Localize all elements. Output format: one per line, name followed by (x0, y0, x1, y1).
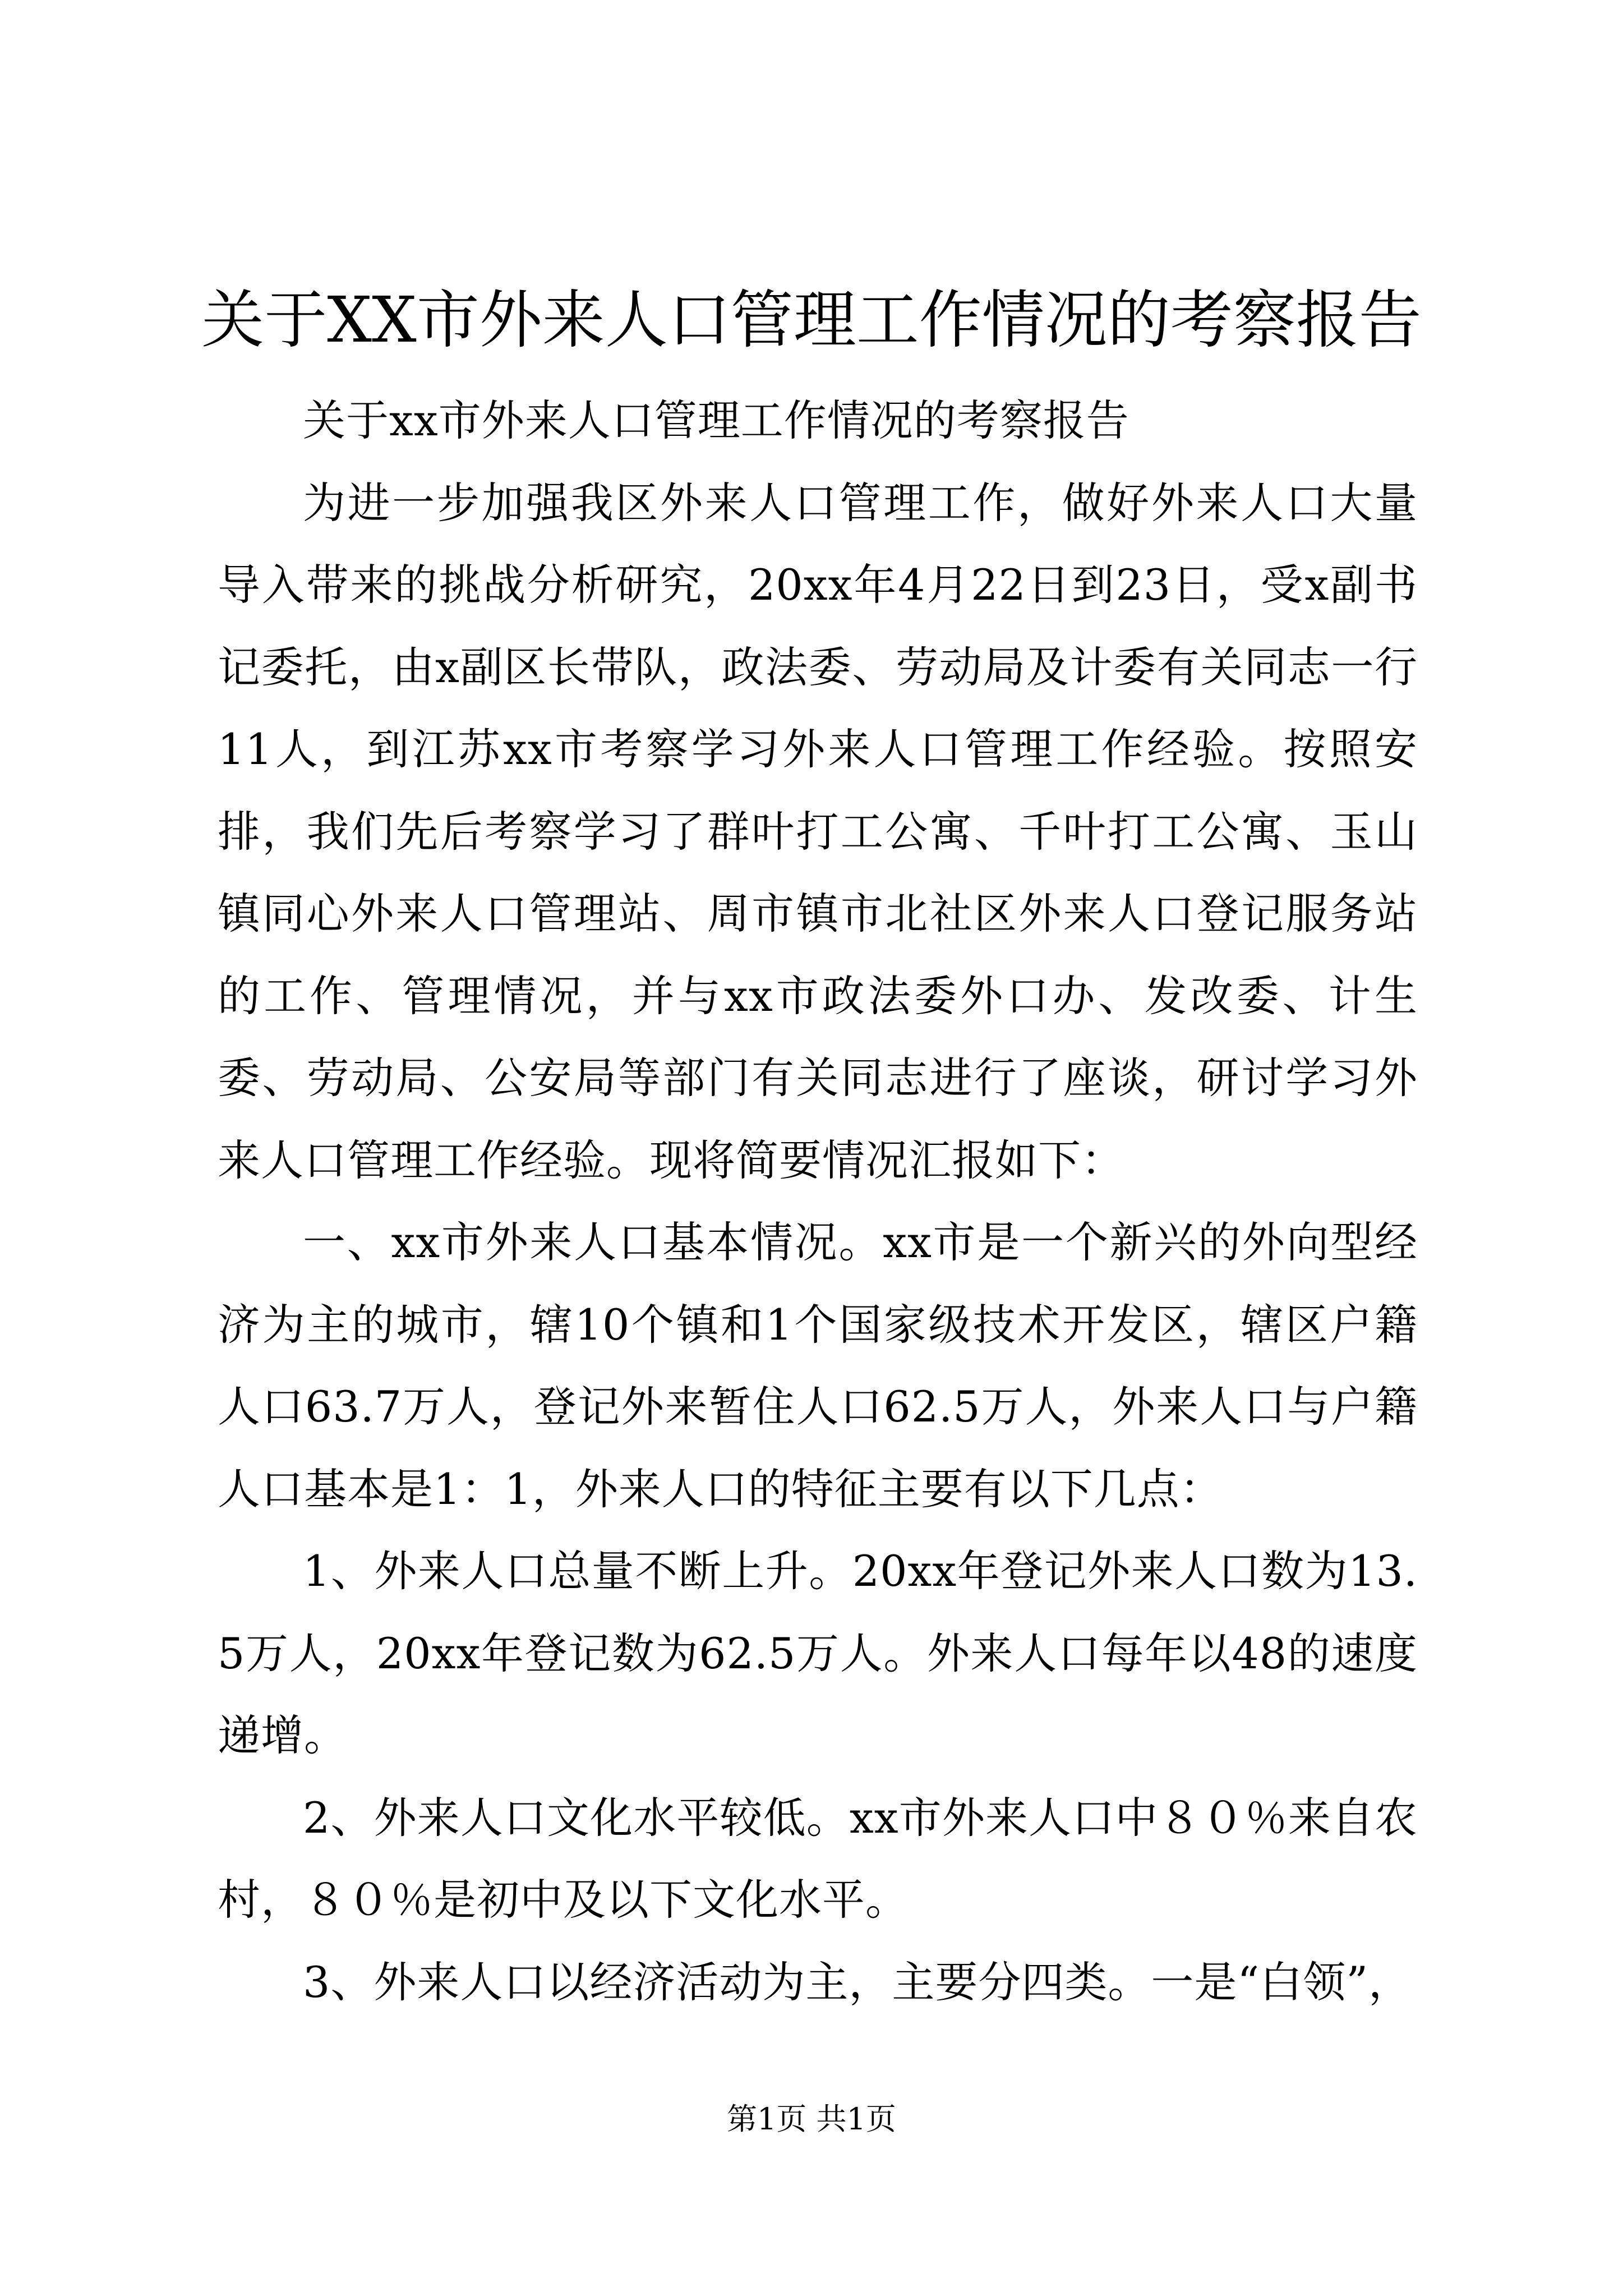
paragraph-intro: 为进一步加强我区外来人口管理工作，做好外来人口大量导入带来的挑战分析研究，20xx年4月22日到23日，受x副书记委托，由x副区长带队，政法委、劳动局及计委有关同志一行11人，到江苏xx市考察学习外来人口管理工作经验。按照安排，我们先后考察学习了群叶打工公寓、千叶打工公寓、玉山镇同心外来人口管理站、周市镇市北社区外来人口登记服务站的工作、管理情况，并与xx市政法委外口办、发改委、计生委、劳动局、公安局等部门有关同志进行了座谈，研讨学习外来人口管理工作经验。现将简要情况汇报如下： (218, 477, 1418, 1185)
paragraph-point-two: 2、外来人口文化水平较低。xx市外来人口中８０％来自农村，８０％是初中及以下文化水平。 (218, 1792, 1418, 1925)
paragraph-subtitle: 关于xx市外来人口管理工作情况的考察报告 (303, 395, 1129, 445)
page-footer: 第1页 共1页 (727, 2101, 896, 2137)
paragraph-point-one: 1、外来人口总量不断上升。20xx年登记外来人口数为13.5万人，20xx年登记数为62.5万人。外来人口每年以48的速度递增。 (218, 1546, 1418, 1760)
paragraph-point-three: 3、外来人口以经济活动为主，主要分四类。一是“白领”， (303, 1957, 1412, 2007)
document-body (218, 380, 1418, 2023)
paragraph-section-one: 一、xx市外来人口基本情况。xx市是一个新兴的外向型经济为主的城市，辖10个镇和1个国家级技术开发区，辖区户籍人口63.7万人，登记外来暂住人口62.5万人，外来人口与户籍人口基本是1：1，外来人口的特征主要有以下几点： (218, 1217, 1418, 1514)
document-title: 关于XX市外来人口管理工作情况的考察报告 (201, 284, 1422, 357)
